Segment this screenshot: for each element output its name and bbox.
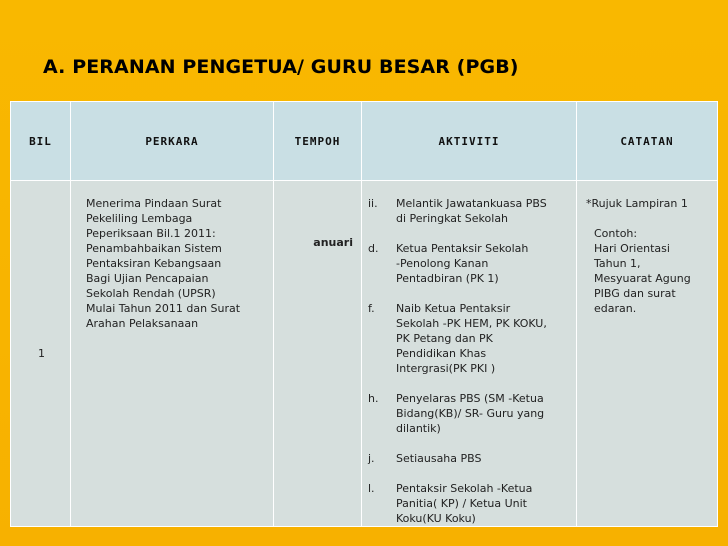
- cell-tempoh: anuari: [274, 181, 362, 527]
- header-perkara: PERKARA: [71, 102, 274, 181]
- activity-line: Melantik Jawatankuasa PBS: [396, 197, 547, 210]
- cell-aktiviti: [362, 181, 577, 527]
- activity-marker: f.: [368, 302, 375, 315]
- table-row: [11, 181, 718, 527]
- catatan-line: Contoh:: [594, 227, 638, 240]
- activity-line: Pendidikan Khas: [396, 347, 487, 360]
- perkara-line: Peperiksaan Bil.1 2011:: [86, 227, 216, 240]
- slide-title: A. PERANAN PENGETUA/ GURU BESAR (PGB): [43, 56, 519, 78]
- catatan-note: *Rujuk Lampiran 1: [586, 197, 688, 210]
- activity-line: Ketua Pentaksir Sekolah: [396, 242, 529, 255]
- activity-line: Bidang(KB)/ SR- Guru yang: [396, 407, 545, 420]
- perkara-line: Sekolah Rendah (UPSR): [86, 287, 216, 300]
- activity-item: [368, 301, 572, 376]
- activity-line: Panitia( KP) / Ketua Unit: [396, 497, 527, 510]
- table-header-row: [11, 102, 718, 181]
- header-bil: BIL: [11, 102, 71, 181]
- activity-item: [368, 391, 572, 436]
- activity-marker: h.: [368, 392, 379, 405]
- activity-line: dilantik): [396, 422, 441, 435]
- activity-item: [368, 481, 572, 526]
- activity-line: Koku(KU Koku): [396, 512, 476, 525]
- activity-line: -Penolong Kanan: [396, 257, 489, 270]
- activity-line: Pentaksir Sekolah -Ketua: [396, 482, 533, 495]
- header-catatan: CATATAN: [577, 102, 718, 181]
- catatan-line: Mesyuarat Agung: [594, 272, 691, 285]
- role-table: [10, 101, 717, 525]
- activity-line: Sekolah -PK HEM, PK KOKU,: [396, 317, 547, 330]
- header-aktiviti: AKTIVITI: [362, 102, 577, 181]
- activity-line: Penyelaras PBS (SM -Ketua: [396, 392, 544, 405]
- catatan-line: edaran.: [594, 302, 637, 315]
- table: [10, 101, 718, 527]
- perkara-line: Penambahbaikan Sistem: [86, 242, 222, 255]
- activity-line: Intergrasi(PK PKI ): [396, 362, 496, 375]
- activity-line: di Peringkat Sekolah: [396, 212, 509, 225]
- cell-catatan: [577, 181, 718, 527]
- activity-marker: j.: [368, 452, 375, 465]
- perkara-line: Arahan Pelaksanaan: [86, 317, 199, 330]
- cell-perkara: [71, 181, 274, 527]
- header-tempoh: TEMPOH: [274, 102, 362, 181]
- activity-item: [368, 241, 572, 286]
- activity-line: PK Petang dan PK: [396, 332, 493, 345]
- perkara-line: Mulai Tahun 2011 dan Surat: [86, 302, 241, 315]
- activity-item: [368, 196, 572, 226]
- activity-item: [368, 451, 572, 466]
- perkara-line: Pekeliling Lembaga: [86, 212, 193, 225]
- activity-line: Pentadbiran (PK 1): [396, 272, 499, 285]
- activity-line: Naib Ketua Pentaksir: [396, 302, 511, 315]
- activity-marker: d.: [368, 242, 379, 255]
- activity-line: Setiausaha PBS: [396, 452, 482, 465]
- perkara-line: Bagi Ujian Pencapaian: [86, 272, 209, 285]
- perkara-line: Pentaksiran Kebangsaan: [86, 257, 222, 270]
- activity-marker: ii.: [368, 197, 378, 210]
- catatan-line: Tahun 1,: [594, 257, 641, 270]
- catatan-line: Hari Orientasi: [594, 242, 670, 255]
- perkara-line: Menerima Pindaan Surat: [86, 197, 222, 210]
- cell-bil: 1: [11, 181, 71, 527]
- activity-marker: l.: [368, 482, 375, 495]
- catatan-line: PIBG dan surat: [594, 287, 676, 300]
